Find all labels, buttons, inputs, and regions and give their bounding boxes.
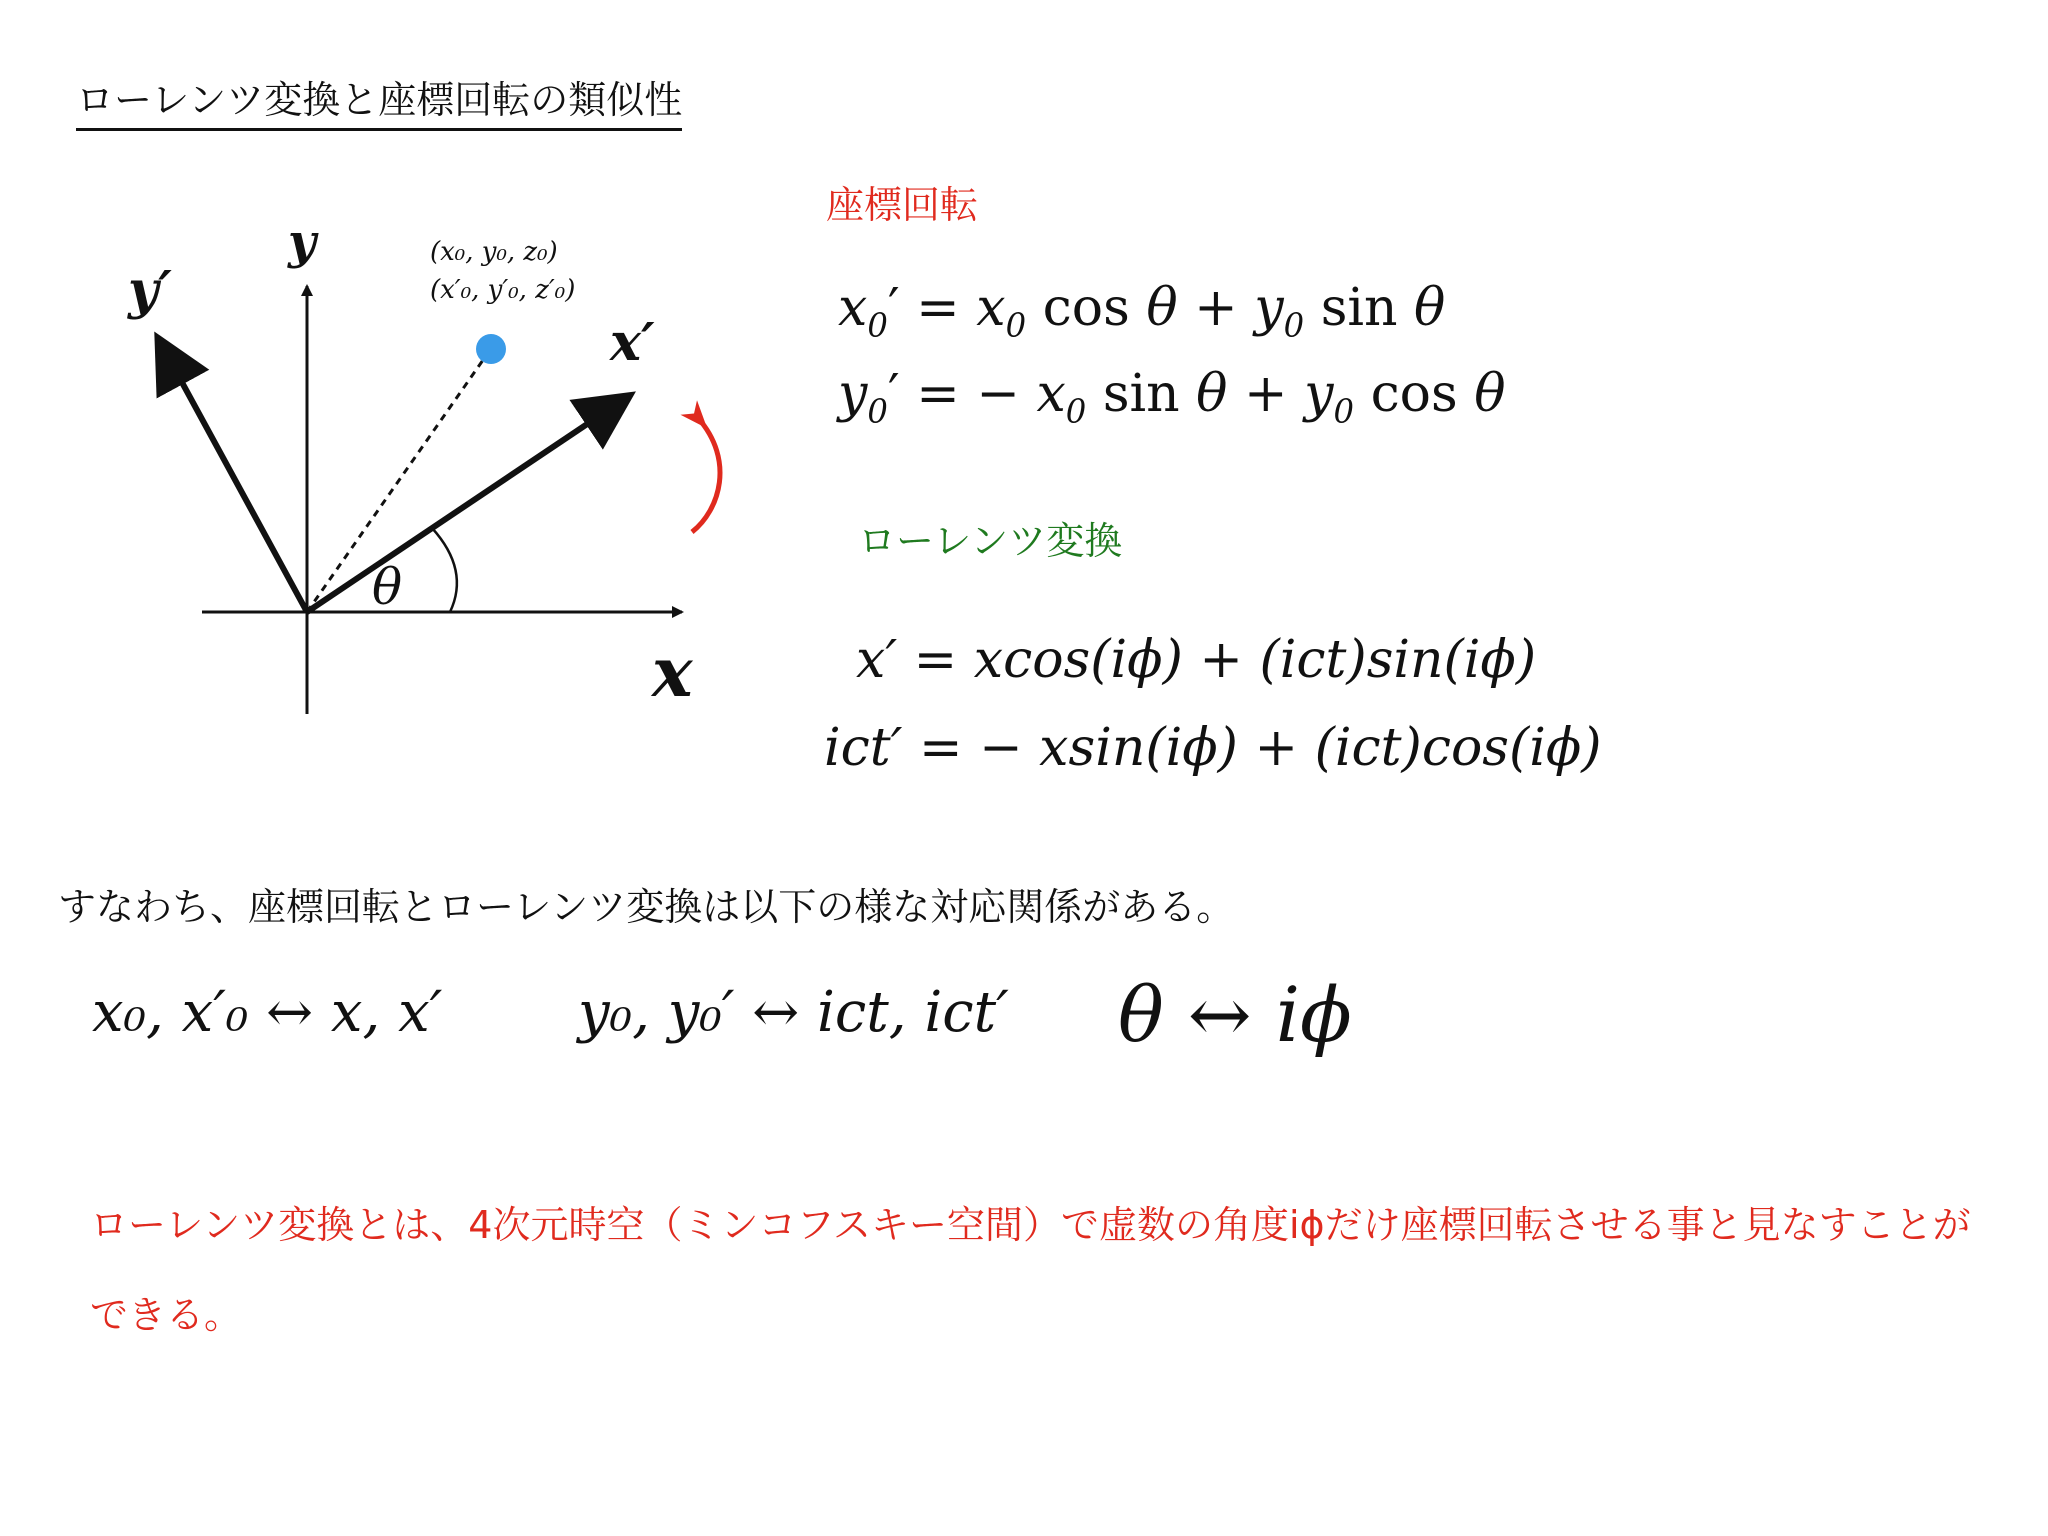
lorentz-equation-2: ict′ = − xsin(iϕ) + (ict)cos(iϕ): [824, 718, 1602, 778]
eq-sub: 0: [1283, 306, 1305, 345]
rotation-arrow-icon: [692, 418, 720, 532]
eq-func: sin: [1320, 278, 1398, 338]
eq-sub: 0: [1333, 392, 1355, 431]
correspondence-x: x₀, x′₀ ↔ x, x′: [92, 980, 443, 1045]
rotation-equation-1: $x_0' = x_0$ $\cos \theta + y_0$ sin θ: [838, 278, 1446, 345]
eq-var: θ: [1146, 278, 1178, 338]
correspondence-y: y₀, y₀′ ↔ ict, ict′: [578, 980, 1009, 1045]
eq-op: −: [976, 364, 1020, 424]
rotation-heading: 座標回転: [826, 183, 979, 227]
page-title: ローレンツ変換と座標回転の類似性: [76, 78, 682, 131]
correspondence-theta: θ ↔ iϕ: [1118, 970, 1352, 1059]
lorentz-equation-1: x′ = xcos(iϕ) + (ict)sin(iϕ): [856, 630, 1537, 690]
eq-sub: 0: [1005, 306, 1027, 345]
eq-op: +: [1244, 364, 1288, 424]
eq-var: y: [838, 364, 868, 424]
eq-sub: 0: [1065, 392, 1087, 431]
eq-var: θ: [1414, 278, 1446, 338]
angle-arc: [432, 528, 457, 612]
eq-var: x: [838, 278, 868, 338]
point-marker: [476, 334, 506, 364]
lorentz-heading: ローレンツ変換: [858, 519, 1123, 563]
conclusion-text: ローレンツ変換とは、4次元時空（ミンコフスキー空間）で虚数の角度iϕだけ座標回転させる事と見なすことができる。: [90, 1203, 1971, 1337]
eq-var: θ: [1196, 364, 1228, 424]
eq-var: x: [1036, 364, 1066, 424]
eq-func: cos: [1042, 278, 1130, 338]
axis-x-prime-label: x′: [610, 312, 655, 373]
correspondence-text: すなわち、座標回転とローレンツ変換は以下の様な対応関係がある。: [58, 885, 1235, 929]
axis-y-label: y: [288, 214, 316, 270]
rotation-equation-2: $y_0'$ = − $x_0$ $\sin \theta + y_0$ cos θ: [838, 364, 1506, 431]
x-prime-axis: [307, 398, 626, 612]
angle-label: θ: [372, 558, 403, 616]
eq-var: y: [1304, 364, 1334, 424]
eq-sub: 0: [867, 306, 888, 345]
point-label-2: (x′₀, y′₀, z′₀): [430, 275, 576, 305]
eq-var: x: [976, 278, 1006, 338]
rotation-diagram: [110, 210, 750, 730]
eq-sub: 0: [867, 392, 888, 431]
point-label-1: (x₀, y₀, z₀): [430, 237, 558, 267]
eq-op: +: [1194, 278, 1238, 338]
axis-x-label: x: [652, 633, 693, 713]
eq-var: y: [1254, 278, 1284, 338]
eq-func: sin: [1102, 364, 1180, 424]
y-prime-axis: [160, 342, 307, 612]
eq-var: θ: [1474, 364, 1506, 424]
eq-func: cos: [1370, 364, 1458, 424]
axis-y-prime-label: y′: [128, 260, 172, 321]
